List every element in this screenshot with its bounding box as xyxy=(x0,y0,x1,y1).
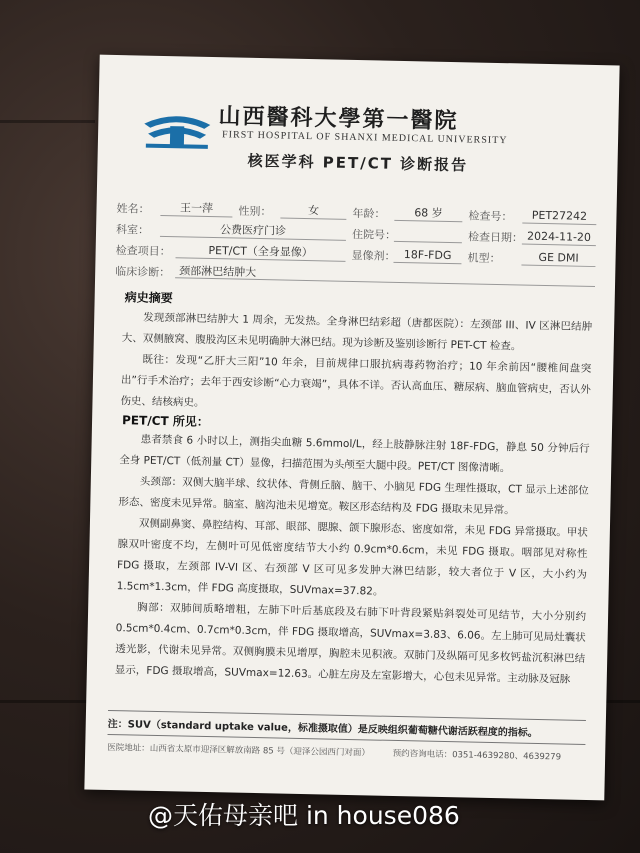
name-label: 姓名： xyxy=(116,202,150,216)
findings-paragraph: 患者禁食 6 小时以上，测指尖血糖 5.6mmol/L，经上肢静脉注射 18F-FDG，静息 50 分钟后行全身 PET/CT（低剂量 CT）显像，扫描范围为头颅至大腿中段。PET/CT 图像清晰。 xyxy=(119,433,590,475)
hospital-name-en: FIRST HOSPITAL OF SHANXI MEDICAL UNIVERSITY xyxy=(221,129,508,147)
inpatient-label: 住院号： xyxy=(351,227,397,242)
exam-item: PET/CT（全身显像） xyxy=(176,243,346,262)
findings-paragraph: 头颈部：双侧大脑半球、纹状体、背侧丘脑、脑干、小脑见 FDG 生理性摄取，CT 显示上述部位形态、密度未见异常。脑室、脑沟池未见增宽。鞍区形态结构及 FDG 摄取未见异常。 xyxy=(118,475,589,517)
hospital-address-line xyxy=(107,741,585,763)
address-label: 医院地址： xyxy=(107,742,150,754)
patient-dept: 公费医疗门诊 xyxy=(160,222,346,241)
item-label: 检查项目： xyxy=(115,244,171,259)
history-paragraph: 既往：发现“乙肝大三阳”10 年余，目前规律口服抗病毒药物治疗；10 年余前因“腰椎间盘突出”行手术治疗；去年于西安诊断“心力衰竭”，具体不详。否认高血压、糖尿病、脑血管病史，否认外伤史、结核病史。 xyxy=(120,353,592,409)
address-text: 山西省太原市迎泽区解放南路 85 号（迎泽公园西门对面） xyxy=(149,743,371,759)
patient-age: 68 岁 xyxy=(394,206,462,222)
findings-paragraph: 双侧副鼻窦、鼻腔结构、耳部、眼部、腮腺、颌下腺形态、密度如常，未见 FDG 异常摄取。甲状腺双叶密度不均，左侧叶可见低密度结节大小约 0.9cm*0.6cm，未见 FDG 摄取。咽部见对称性 FDG 摄取，左颈部 IV-VI 区、右颈部 V 区可见多发肿大淋巴结影，较大者位于 V 区，大小约为 1.5cm*1.3cm，伴 FDG 高度摄取，SUVmax=37.82。 xyxy=(116,517,588,598)
patient-row-1 xyxy=(116,200,597,224)
seat-seam-left xyxy=(0,120,95,123)
history-paragraph: 发现颈部淋巴结肿大 1 周余，无发热。全身淋巴结彩超（唐都医院）：左颈部 III、IV 区淋巴结肿大、双侧腋窝、腹股沟区未见明确肿大淋巴结。现为诊断及鉴别诊断行 PET-CT 检查。 xyxy=(121,311,593,353)
patient-name: 王一萍 xyxy=(160,201,232,218)
exam-no-label: 检查号： xyxy=(468,209,513,224)
patient-sex: 女 xyxy=(280,203,346,219)
suv-footnote: 注：SUV（standard uptake value，标准摄取值）是反映组织葡萄糖代谢活跃程度的指标。 xyxy=(108,710,586,745)
history-heading: 病史摘要 xyxy=(124,290,173,306)
findings-paragraph: 胸部：双肺间质略增粗，左肺下叶后基底段及右肺下叶背段紧贴斜裂处可见结节，大小分别约 0.5cm*0.4cm、0.7cm*0.3cm，伴 FDG 摄取增高，SUVmax=3.83、6.06。左上肺可见局灶囊状透光影，代谢未见异常。双侧胸膜未见增厚，胸腔未见积液。双肺门及纵隔可见多枚钙盐沉积淋巴结显示，FDG 摄取增高，SUVmax=12.63。心脏左房及左室影增大，心包未见异常。主动脉及冠脉 xyxy=(114,601,587,686)
phone-number: 0351-4639280、4639279 xyxy=(452,750,562,763)
history-section xyxy=(120,307,592,422)
watermark-text: @天佑母亲吧 in house086 xyxy=(148,801,460,830)
findings-section xyxy=(115,429,590,691)
dept-label: 科室： xyxy=(115,223,150,237)
machine-model: GE DMI xyxy=(521,251,595,268)
hospital-logo-icon xyxy=(140,106,215,152)
diag-label: 临床诊断： xyxy=(115,265,171,280)
hospital-name-cn: 山西醫科大學第一醫院 xyxy=(218,103,459,135)
exam-no: PET27242 xyxy=(522,209,596,226)
report-paper xyxy=(84,55,619,801)
exam-date: 2024-11-20 xyxy=(522,230,596,247)
inpatient-no xyxy=(394,227,462,243)
clinical-diagnosis: 颈部淋巴结肿大 xyxy=(175,264,595,287)
model-label: 机型： xyxy=(467,251,501,266)
report-title: 核医学科 PET/CT 诊断报告 xyxy=(247,151,469,175)
sex-label: 性别： xyxy=(238,204,272,219)
exam-date-label: 检查日期： xyxy=(467,230,524,245)
agent-label: 显像剂： xyxy=(351,248,396,263)
imaging-agent: 18F-FDG xyxy=(393,248,461,264)
age-label: 年龄： xyxy=(352,206,386,221)
phone-label: 预约咨询电话： xyxy=(392,748,453,761)
findings-heading: PET/CT 所见： xyxy=(121,413,209,429)
